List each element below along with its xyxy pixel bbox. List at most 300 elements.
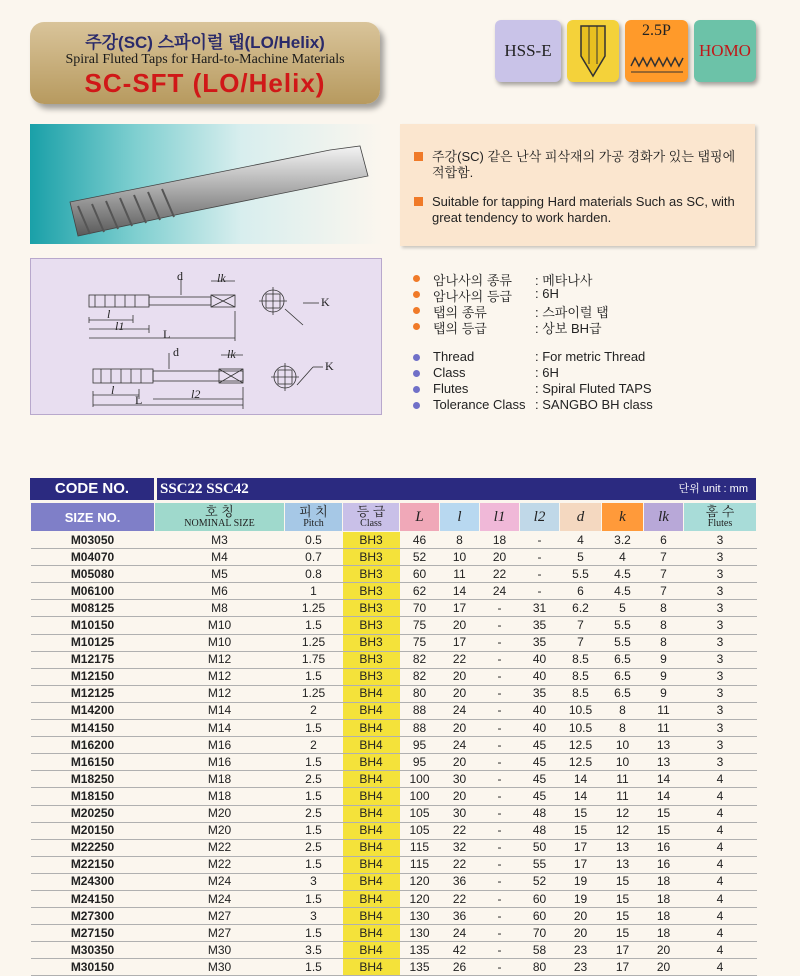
table-cell: 10 <box>602 754 644 771</box>
table-cell: M14200 <box>31 702 155 719</box>
label-L-lower: L <box>135 393 143 407</box>
table-cell: 19 <box>560 890 602 907</box>
table-cell: M18 <box>155 771 285 788</box>
table-cell: 3 <box>285 908 343 925</box>
table-cell: 2.5 <box>285 839 343 856</box>
table-row <box>31 942 757 959</box>
table-cell: 40 <box>520 651 560 668</box>
tap-tip-icon <box>567 20 619 82</box>
table-cell: M24 <box>155 890 285 907</box>
table-cell: 4.5 <box>602 583 644 600</box>
bullet-square-icon <box>414 197 423 206</box>
table-cell: 2.5 <box>285 771 343 788</box>
column-header-6: l1 <box>480 503 520 532</box>
table-cell: 36 <box>440 908 480 925</box>
table-cell: 40 <box>520 720 560 737</box>
table-cell: M20 <box>155 805 285 822</box>
table-cell: 70 <box>400 600 440 617</box>
table-cell: 14 <box>560 788 602 805</box>
table-cell: 1.5 <box>285 890 343 907</box>
table-cell: 11 <box>644 702 684 719</box>
table-cell: BH4 <box>343 908 400 925</box>
table-cell: 4 <box>684 856 757 873</box>
pitch-badge <box>625 20 688 82</box>
table-cell: 82 <box>400 651 440 668</box>
table-cell: 7 <box>644 583 684 600</box>
table-cell: - <box>480 702 520 719</box>
table-cell: 6 <box>644 532 684 549</box>
table-cell: 16 <box>644 856 684 873</box>
table-cell: 15 <box>560 805 602 822</box>
table-cell: 4.5 <box>602 566 644 583</box>
table-cell: 14 <box>560 771 602 788</box>
column-header-7: l2 <box>520 503 560 532</box>
label-d-lower: d <box>173 345 179 359</box>
table-cell: 2 <box>285 702 343 719</box>
table-cell: 5.5 <box>560 566 602 583</box>
table-cell: - <box>480 959 520 976</box>
table-cell: 5.5 <box>602 617 644 634</box>
table-row <box>31 925 757 942</box>
table-cell: 7 <box>644 549 684 566</box>
table-row <box>31 549 757 566</box>
table-row <box>31 702 757 719</box>
table-cell: M6 <box>155 583 285 600</box>
table-cell: 8.5 <box>560 651 602 668</box>
table-cell: 105 <box>400 822 440 839</box>
table-cell: 45 <box>520 788 560 805</box>
table-cell: 35 <box>520 617 560 634</box>
table-cell: M18250 <box>31 771 155 788</box>
table-cell: 17 <box>560 856 602 873</box>
table-cell: 10.5 <box>560 702 602 719</box>
table-header-row <box>31 503 757 532</box>
table-cell: M20150 <box>31 822 155 839</box>
table-cell: 3 <box>684 702 757 719</box>
table-cell: 88 <box>400 720 440 737</box>
description-en: Suitable for tapping Hard materials Such as SC, with great tendency to work harden. <box>414 194 750 226</box>
table-cell: 20 <box>560 908 602 925</box>
table-cell: 13 <box>602 839 644 856</box>
thread-profile-icon <box>625 20 688 82</box>
table-cell: 20 <box>560 925 602 942</box>
table-cell: M05080 <box>31 566 155 583</box>
table-cell: 12 <box>602 805 644 822</box>
table-cell: 20 <box>644 942 684 959</box>
table-cell: - <box>480 942 520 959</box>
table-cell: 20 <box>480 549 520 566</box>
table-cell: M04070 <box>31 549 155 566</box>
table-cell: - <box>480 600 520 617</box>
table-cell: 20 <box>440 685 480 702</box>
bullet-dot-icon <box>413 386 420 393</box>
description-ko: 주강(SC) 같은 난삭 피삭재의 가공 경화가 있는 탭핑에 적합함. <box>414 149 744 181</box>
table-cell: 3 <box>684 754 757 771</box>
table-cell: 120 <box>400 890 440 907</box>
table-row <box>31 805 757 822</box>
table-cell: BH3 <box>343 583 400 600</box>
label-l1: l1 <box>115 319 125 333</box>
table-cell: M18 <box>155 788 285 805</box>
table-cell: 7 <box>560 634 602 651</box>
label-l-upper: l <box>107 307 111 321</box>
table-cell: M16150 <box>31 754 155 771</box>
table-body <box>31 532 757 976</box>
table-cell: M30 <box>155 959 285 976</box>
table-cell: 4 <box>560 532 602 549</box>
table-cell: M27 <box>155 925 285 942</box>
table-cell: 0.5 <box>285 532 343 549</box>
column-header-11: 홈 수 Flutes <box>684 503 757 532</box>
table-cell: 3 <box>684 651 757 668</box>
table-cell: M10125 <box>31 634 155 651</box>
unit-label: 단위 unit : mm <box>678 483 748 495</box>
table-cell: 3 <box>684 600 757 617</box>
table-cell: 18 <box>644 873 684 890</box>
table-cell: 40 <box>520 702 560 719</box>
table-cell: 22 <box>440 890 480 907</box>
table-row <box>31 771 757 788</box>
table-cell: 22 <box>480 566 520 583</box>
table-cell: M12 <box>155 651 285 668</box>
table-cell: 40 <box>520 668 560 685</box>
table-row <box>31 600 757 617</box>
table-cell: BH3 <box>343 634 400 651</box>
table-cell: BH4 <box>343 788 400 805</box>
table-cell: 2 <box>285 737 343 754</box>
table-cell: 4 <box>684 839 757 856</box>
table-cell: 17 <box>602 942 644 959</box>
homo-badge <box>694 20 756 82</box>
table-cell: 13 <box>644 754 684 771</box>
table-cell: 17 <box>602 959 644 976</box>
table-cell: 1.75 <box>285 651 343 668</box>
bullet-square-icon <box>414 152 423 161</box>
table-cell: 12.5 <box>560 754 602 771</box>
table-cell: M8 <box>155 600 285 617</box>
table-cell: - <box>480 805 520 822</box>
table-cell: 20 <box>440 788 480 805</box>
table-cell: 3 <box>684 668 757 685</box>
label-k-lower: K <box>325 359 334 373</box>
tap-dimension-diagram <box>30 258 382 415</box>
table-cell: M10 <box>155 617 285 634</box>
table-cell: 80 <box>520 959 560 976</box>
table-cell: 12.5 <box>560 737 602 754</box>
table-cell: 13 <box>644 737 684 754</box>
table-cell: M16 <box>155 754 285 771</box>
table-cell: 9 <box>644 651 684 668</box>
table-cell: BH4 <box>343 925 400 942</box>
table-row <box>31 720 757 737</box>
column-header-2: 피 치 Pitch <box>285 503 343 532</box>
dimension-drawing <box>31 259 383 416</box>
table-cell: 4 <box>684 873 757 890</box>
table-cell: 17 <box>560 839 602 856</box>
table-row <box>31 754 757 771</box>
table-cell: 6.5 <box>602 668 644 685</box>
table-cell: 1.5 <box>285 754 343 771</box>
table-cell: 30 <box>440 771 480 788</box>
table-cell: 1.5 <box>285 925 343 942</box>
bullet-dot-icon <box>413 275 420 282</box>
table-cell: - <box>480 685 520 702</box>
table-cell: 45 <box>520 737 560 754</box>
table-cell: BH3 <box>343 600 400 617</box>
table-cell: 24 <box>440 702 480 719</box>
table-cell: 1.5 <box>285 788 343 805</box>
table-cell: 20 <box>440 720 480 737</box>
table-cell: BH4 <box>343 959 400 976</box>
table-cell: 46 <box>400 532 440 549</box>
table-cell: 95 <box>400 754 440 771</box>
pitch-label: 2.5P <box>642 22 671 39</box>
table-cell: 14 <box>644 788 684 805</box>
table-cell: BH4 <box>343 856 400 873</box>
table-cell: M22150 <box>31 856 155 873</box>
table-cell: M12 <box>155 668 285 685</box>
table-cell: 8.5 <box>560 668 602 685</box>
table-cell: 3 <box>684 737 757 754</box>
table-row <box>31 617 757 634</box>
table-cell: 135 <box>400 959 440 976</box>
table-cell: M22250 <box>31 839 155 856</box>
table-cell: BH4 <box>343 685 400 702</box>
table-cell: M22 <box>155 839 285 856</box>
table-cell: 20 <box>440 668 480 685</box>
table-cell: 82 <box>400 668 440 685</box>
table-cell: BH4 <box>343 771 400 788</box>
table-cell: BH4 <box>343 890 400 907</box>
table-cell: 7 <box>644 566 684 583</box>
table-cell: 2.5 <box>285 805 343 822</box>
table-cell: - <box>480 651 520 668</box>
table-cell: 14 <box>644 771 684 788</box>
table-cell: M14150 <box>31 720 155 737</box>
table-cell: - <box>480 771 520 788</box>
table-cell: 50 <box>520 839 560 856</box>
bullet-dot-icon <box>413 402 420 409</box>
table-cell: 12 <box>602 822 644 839</box>
table-cell: - <box>480 873 520 890</box>
table-cell: BH3 <box>343 532 400 549</box>
table-row <box>31 822 757 839</box>
table-row <box>31 839 757 856</box>
table-cell: 55 <box>520 856 560 873</box>
table-cell: BH3 <box>343 617 400 634</box>
table-cell: M22 <box>155 856 285 873</box>
table-cell: 1.5 <box>285 617 343 634</box>
table-cell: M12 <box>155 685 285 702</box>
table-cell: 105 <box>400 805 440 822</box>
table-cell: - <box>480 839 520 856</box>
table-cell: 10 <box>440 549 480 566</box>
label-lk-lower: lk <box>227 347 236 361</box>
table-cell: 1.5 <box>285 959 343 976</box>
table-cell: M18150 <box>31 788 155 805</box>
table-cell: 20 <box>644 959 684 976</box>
table-cell: 31 <box>520 600 560 617</box>
column-header-4: L <box>400 503 440 532</box>
table-cell: BH4 <box>343 754 400 771</box>
table-cell: 6.5 <box>602 651 644 668</box>
table-row <box>31 788 757 805</box>
table-cell: 10.5 <box>560 720 602 737</box>
table-cell: M03050 <box>31 532 155 549</box>
table-cell: 36 <box>440 873 480 890</box>
table-cell: - <box>520 532 560 549</box>
product-code: SC-SFT (LO/Helix) <box>84 68 326 98</box>
spec-table <box>30 502 757 976</box>
table-cell: BH4 <box>343 702 400 719</box>
table-cell: 5 <box>560 549 602 566</box>
table-cell: 4 <box>684 771 757 788</box>
table-cell: 7 <box>560 617 602 634</box>
bullet-dot-icon <box>413 354 420 361</box>
table-cell: 35 <box>520 634 560 651</box>
table-cell: 4 <box>684 788 757 805</box>
table-cell: M16 <box>155 737 285 754</box>
table-cell: 115 <box>400 856 440 873</box>
table-row <box>31 668 757 685</box>
table-cell: - <box>480 754 520 771</box>
table-cell: 19 <box>560 873 602 890</box>
table-cell: 52 <box>400 549 440 566</box>
table-cell: 9 <box>644 685 684 702</box>
table-cell: 4 <box>684 959 757 976</box>
table-cell: 58 <box>520 942 560 959</box>
table-cell: 100 <box>400 771 440 788</box>
table-cell: - <box>480 856 520 873</box>
table-cell: 45 <box>520 754 560 771</box>
table-cell: 8 <box>440 532 480 549</box>
table-cell: BH4 <box>343 873 400 890</box>
table-cell: BH3 <box>343 668 400 685</box>
title-box <box>30 22 380 104</box>
table-cell: 60 <box>520 908 560 925</box>
table-cell: M06100 <box>31 583 155 600</box>
table-row <box>31 634 757 651</box>
table-cell: 8.5 <box>560 685 602 702</box>
table-row <box>31 890 757 907</box>
table-cell: 30 <box>440 805 480 822</box>
table-cell: 5 <box>602 600 644 617</box>
column-header-1: 호 칭 NOMINAL SIZE <box>155 503 285 532</box>
table-cell: 75 <box>400 634 440 651</box>
table-cell: 1.5 <box>285 822 343 839</box>
table-cell: 20 <box>440 754 480 771</box>
table-cell: 4 <box>684 908 757 925</box>
table-cell: 5.5 <box>602 634 644 651</box>
table-cell: 62 <box>400 583 440 600</box>
table-cell: 80 <box>400 685 440 702</box>
table-cell: - <box>480 822 520 839</box>
table-cell: BH3 <box>343 566 400 583</box>
table-cell: M30 <box>155 942 285 959</box>
table-cell: 24 <box>480 583 520 600</box>
table-cell: 1.5 <box>285 720 343 737</box>
table-cell: 100 <box>400 788 440 805</box>
table-cell: BH4 <box>343 805 400 822</box>
table-cell: M5 <box>155 566 285 583</box>
code-no-label: CODE NO. <box>30 478 157 500</box>
table-cell: 26 <box>440 959 480 976</box>
table-cell: 88 <box>400 702 440 719</box>
table-cell: 1.25 <box>285 600 343 617</box>
table-cell: 11 <box>440 566 480 583</box>
table-cell: 3 <box>285 873 343 890</box>
column-header-8: d <box>560 503 602 532</box>
table-cell: 120 <box>400 873 440 890</box>
table-row <box>31 873 757 890</box>
table-cell: 16 <box>644 839 684 856</box>
description-box <box>400 124 755 246</box>
table-cell: 18 <box>480 532 520 549</box>
table-cell: - <box>480 634 520 651</box>
table-cell: 1.25 <box>285 685 343 702</box>
table-cell: M12150 <box>31 668 155 685</box>
table-cell: 45 <box>520 771 560 788</box>
table-cell: M14 <box>155 720 285 737</box>
table-cell: BH4 <box>343 720 400 737</box>
tap-photo <box>30 124 382 244</box>
table-cell: 3 <box>684 583 757 600</box>
tap-tip-badge <box>567 20 619 82</box>
table-cell: 3 <box>684 720 757 737</box>
table-cell: 32 <box>440 839 480 856</box>
label-l-lower: l <box>111 383 115 397</box>
table-cell: 6.2 <box>560 600 602 617</box>
table-cell: 60 <box>400 566 440 583</box>
table-cell: M10 <box>155 634 285 651</box>
table-cell: 130 <box>400 908 440 925</box>
table-cell: 15 <box>644 822 684 839</box>
table-cell: 18 <box>644 925 684 942</box>
table-cell: 23 <box>560 942 602 959</box>
table-cell: M30150 <box>31 959 155 976</box>
table-cell: 35 <box>520 685 560 702</box>
table-cell: - <box>480 737 520 754</box>
table-cell: M20250 <box>31 805 155 822</box>
table-cell: 24 <box>440 737 480 754</box>
table-cell: 8 <box>644 600 684 617</box>
tap-image <box>30 124 382 244</box>
table-cell: 70 <box>520 925 560 942</box>
table-cell: 22 <box>440 822 480 839</box>
table-cell: 6.5 <box>602 685 644 702</box>
table-cell: M10150 <box>31 617 155 634</box>
table-cell: 13 <box>602 856 644 873</box>
table-cell: M24 <box>155 873 285 890</box>
table-cell: 4 <box>684 805 757 822</box>
bullet-dot-icon <box>413 370 420 377</box>
table-cell: 20 <box>440 617 480 634</box>
column-header-10: lk <box>644 503 684 532</box>
table-cell: 14 <box>440 583 480 600</box>
table-cell: M14 <box>155 702 285 719</box>
table-cell: 15 <box>602 925 644 942</box>
table-cell: 15 <box>602 908 644 925</box>
table-cell: - <box>480 890 520 907</box>
table-cell: 3 <box>684 634 757 651</box>
title-english: Spiral Fluted Taps for Hard-to-Machine Materials <box>65 52 345 67</box>
material-label: HSS-E <box>504 41 552 60</box>
table-cell: 18 <box>644 908 684 925</box>
table-cell: BH4 <box>343 822 400 839</box>
table-cell: M12125 <box>31 685 155 702</box>
table-cell: - <box>480 617 520 634</box>
table-cell: 23 <box>560 959 602 976</box>
